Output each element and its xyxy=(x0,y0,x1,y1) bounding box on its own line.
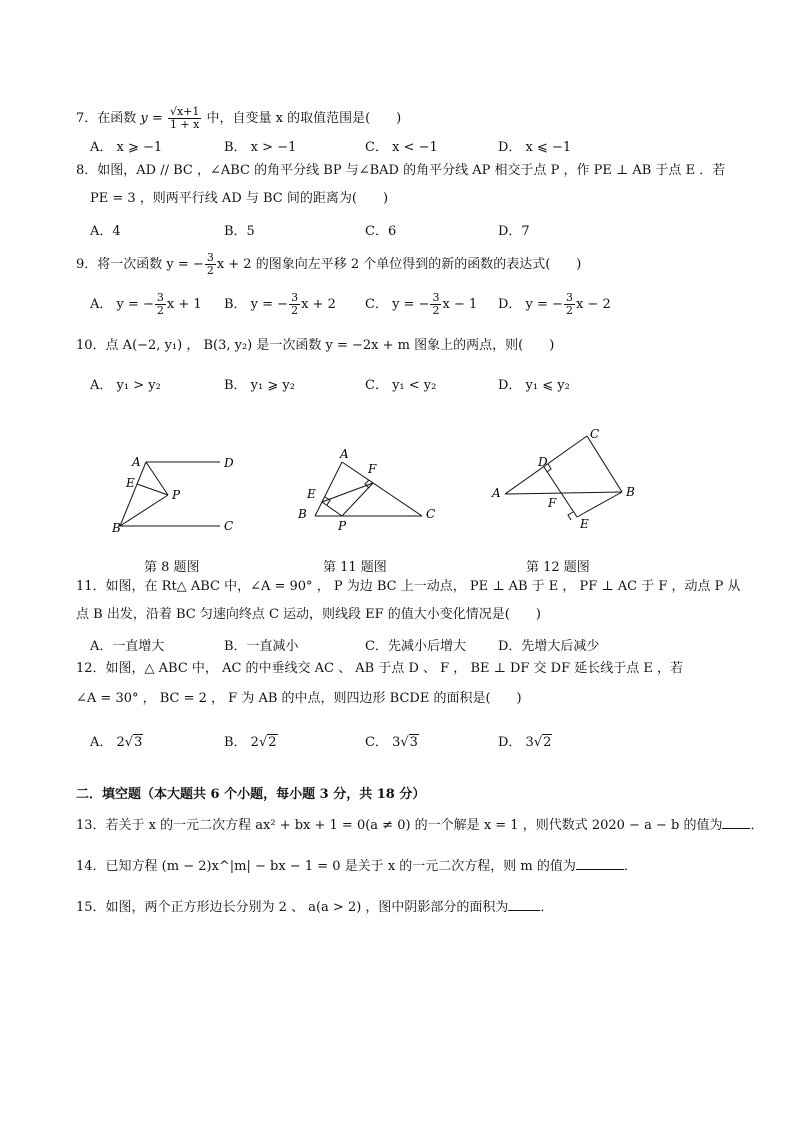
q11-option-c[interactable]: C．先减小后增大 xyxy=(365,639,466,654)
fig11-label-e: E xyxy=(307,487,316,501)
figure-11 xyxy=(292,440,452,540)
q11-line2: 点 B 出发，沿着 BC 匀速向终点 C 运动，则线段 EF 的值大小变化情况是( ) xyxy=(76,607,541,622)
q15-answer-blank[interactable] xyxy=(508,898,540,911)
q8-option-b[interactable]: B．5 xyxy=(224,224,255,239)
q14-answer-blank[interactable] xyxy=(576,857,624,870)
q12-option-b[interactable]: B． 2√2 xyxy=(224,735,277,750)
q10-option-a[interactable]: A． y₁ > y₂ xyxy=(90,378,161,393)
caption-fig12: 第 12 题图 xyxy=(526,560,590,575)
q12-line1: 12．如图，△ ABC 中， AC 的中垂线交 AC 、 AB 于点 D 、 F ， BE ⊥ DF 交 DF 延长线于点 E ，若 xyxy=(76,661,684,676)
q10-option-d[interactable]: D． y₁ ⩽ y₂ xyxy=(498,378,570,393)
section-fill-in-heading: 二．填空题（本大题共 6 个小题，每小题 3 分，共 18 分） xyxy=(76,787,426,802)
q9-stem: 9．将一次函数 y = − $\frac{3}{2}$ x + 2 的图象向左平移 2 个单位得到的新的函数的表达式( ) xyxy=(76,251,582,277)
q7-option-b[interactable]: B． x > −1 xyxy=(224,140,297,155)
q12-option-d[interactable]: D． 3√2 xyxy=(498,735,552,750)
q9-option-d[interactable]: D． y = − $\frac{3}{2}$ x − 2 xyxy=(498,291,611,317)
q7-option-d[interactable]: D． x ⩽ −1 xyxy=(498,140,572,155)
q12-option-c[interactable]: C． 3√3 xyxy=(365,735,418,750)
q8-option-c[interactable]: C．6 xyxy=(365,224,397,239)
q13-answer-blank[interactable] xyxy=(722,816,750,829)
q8-line2: PE = 3 ，则两平行线 AD 与 BC 间的距离为( ) xyxy=(90,191,389,206)
fig8-label-a: A xyxy=(132,455,141,469)
fig8-label-e: E xyxy=(126,476,135,490)
q10-option-c[interactable]: C． y₁ < y₂ xyxy=(365,378,437,393)
q12-option-a[interactable]: A． 2√3 xyxy=(90,735,143,750)
figure-8 xyxy=(100,440,250,540)
q8-option-d[interactable]: D．7 xyxy=(498,224,530,239)
q7-fraction: $\frac{√x+1}{1 + x}$ xyxy=(169,105,200,131)
fig12-label-a: A xyxy=(492,486,501,500)
q8-line1: 8．如图，AD // BC ，∠ABC 的角平分线 BP 与∠BAD 的角平分线 AP 相交于点 P ，作 PE ⊥ AB 于点 E ．若 xyxy=(76,163,726,178)
q13-stem: 13．若关于 x 的一元二次方程 ax² + bx + 1 = 0(a ≠ 0) 的一个解是 x = 1 ，则代数式 2020 − a − b 的值为 ． xyxy=(76,818,764,833)
q10-option-b[interactable]: B． y₁ ⩾ y₂ xyxy=(224,378,295,393)
fig8-label-c: C xyxy=(224,519,234,533)
fig11-label-b: B xyxy=(298,507,307,521)
fig11-label-f: F xyxy=(368,462,377,476)
q7-stem: 7．在函数 y = $\frac{√x+1}{1 + x}$ 中，自变量 x 的取值范围是( ) xyxy=(76,105,402,131)
fig8-label-d: D xyxy=(224,456,234,470)
caption-fig8: 第 8 题图 xyxy=(144,560,200,575)
fig12-label-d: D xyxy=(538,455,548,469)
q9-option-b[interactable]: B． y = − $\frac{3}{2}$ x + 2 xyxy=(224,291,336,317)
figure-12 xyxy=(486,424,646,540)
q8-option-a[interactable]: A．4 xyxy=(90,224,121,239)
q9-option-c[interactable]: C． y = − $\frac{3}{2}$ x − 1 xyxy=(365,291,478,317)
q15-stem: 15．如图，两个正方形边长分别为 2 、 a(a > 2) ，图中阴影部分的面积为 ． xyxy=(76,900,554,915)
q11-option-d[interactable]: D．先增大后减少 xyxy=(498,639,600,654)
q10-stem: 10．点 A(−2, y₁) ， B(3, y₂) 是一次函数 y = −2x + m 图象上的两点，则( ) xyxy=(76,338,555,353)
q7-option-c[interactable]: C． x < −1 xyxy=(365,140,438,155)
fig12-label-b: B xyxy=(626,485,635,499)
fig8-label-p: P xyxy=(172,488,181,502)
q9-option-a[interactable]: A． y = − $\frac{3}{2}$ x + 1 xyxy=(90,291,202,317)
q14-stem: 14．已知方程 (m − 2)x^|m| − bx − 1 = 0 是关于 x 的一元二次方程，则 m 的值为 ． xyxy=(76,859,637,874)
fig12-label-e: E xyxy=(580,517,589,531)
q11-line1: 11．如图，在 Rt△ ABC 中，∠A = 90° ， P 为边 BC 上一动点， PE ⊥ AB 于 E ， PF ⊥ AC 于 F ，动点 P 从 xyxy=(76,579,741,594)
fig11-label-p: P xyxy=(338,519,347,533)
fig12-label-f: F xyxy=(548,496,557,510)
q7-option-a[interactable]: A． x ⩾ −1 xyxy=(90,140,163,155)
fig12-label-c: C xyxy=(590,427,600,441)
fig11-label-c: C xyxy=(426,507,436,521)
fig11-label-a: A xyxy=(340,447,349,461)
caption-fig11: 第 11 题图 xyxy=(323,560,387,575)
q11-option-b[interactable]: B．一直减小 xyxy=(224,639,299,654)
fig8-label-b: B xyxy=(112,521,121,535)
q11-option-a[interactable]: A．一直增大 xyxy=(90,639,165,654)
q12-line2: ∠A = 30° ， BC = 2 ， F 为 AB 的中点，则四边形 BCDE 的面积是( ) xyxy=(76,691,522,706)
